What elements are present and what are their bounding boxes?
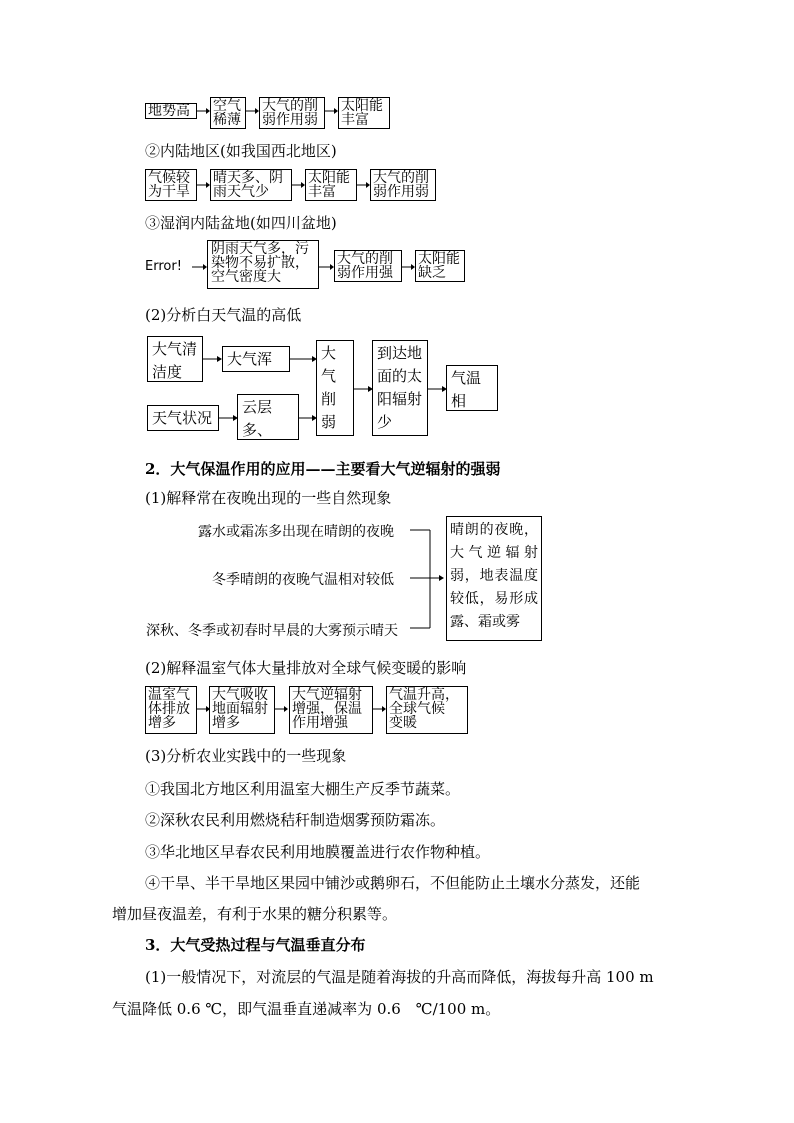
flow2-node-1: 气候较 为干旱 [145, 169, 197, 201]
agri-item-3: ③华北地区早春农民利用地膜覆盖进行农作物种植。 [145, 843, 491, 861]
flow3-node-1: 阴雨天气多，污 染物不易扩散， 空气密度大 [207, 240, 319, 289]
flow2-node-4: 大气的削 弱作用弱 [370, 169, 436, 201]
flow2-arrow-3 [357, 177, 371, 193]
section3-title: 3．大气受热过程与气温垂直分布 [145, 936, 366, 954]
flow4-node-c: 大气 削弱 [316, 340, 354, 436]
flow2-node-3: 太阳能 丰富 [305, 169, 357, 201]
flow4-node-b2: 云层多、 [237, 394, 299, 440]
flow3-node-3: 太阳能 缺乏 [415, 250, 465, 282]
flow4-node-d: 到达地 面的太 阳辐射 少 [372, 340, 428, 436]
flow6-node-4: 气温升高， 全球气候 变暖 [386, 686, 468, 734]
flow2-node-2: 晴天多、阴 雨天气少 [210, 169, 292, 201]
flow1-arrow-1 [197, 103, 211, 119]
flow6-arrow-3 [373, 701, 387, 717]
heading-agri: (3)分析农业实践中的一些现象 [145, 747, 347, 765]
flow3-node-2: 大气的削 弱作用强 [334, 250, 402, 282]
flow4-node-a2: 大气浑 [222, 346, 290, 372]
flow5-left-1: 露水或霜冻多出现在晴朗的夜晚 [198, 524, 394, 540]
section2-title: 2．大气保温作用的应用——主要看大气逆辐射的强弱 [145, 460, 501, 478]
flow4-arrow-c [354, 381, 374, 397]
agri-item-2: ②深秋农民利用燃烧秸秆制造烟雾预防霜冻。 [145, 811, 446, 829]
flow3-arrow-2 [319, 259, 335, 275]
flow1-node-3: 大气的削 弱作用弱 [259, 97, 325, 129]
heading-inland: ②内陆地区(如我国西北地区) [145, 142, 337, 160]
flow6-node-1: 温室气 体排放 增多 [145, 686, 197, 734]
flow5-left-2: 冬季晴朗的夜晚气温相对较低 [212, 572, 394, 588]
flow1-arrow-2 [246, 103, 260, 119]
flow4-arrow-d [428, 381, 448, 397]
flow6-node-2: 大气吸收 地面辐射 增多 [209, 686, 275, 734]
flow3-arrow-3 [402, 259, 416, 275]
section3-p1-line1: (1)一般情况下，对流层的气温是随着海拔的升高而降低，海拔每升高 100 m [145, 968, 654, 986]
flow5-result: 晴朗的夜晚，大气逆辐射弱，地表温度较低，易形成露、霜或雾 [446, 516, 542, 641]
agri-item-1: ①我国北方地区利用温室大棚生产反季节蔬菜。 [145, 780, 461, 798]
agri-item-4-line1: ④干旱、半干旱地区果园中铺沙或鹅卵石，不但能防止土壤水分蒸发，还能 [145, 874, 641, 892]
flow5-bracket [410, 520, 446, 640]
flow4-node-a1: 大气清 洁度 [147, 336, 203, 382]
flow4-arrow-b [219, 410, 239, 426]
flow1-arrow-3 [325, 103, 339, 119]
flow4-node-e: 气温相 [446, 365, 498, 411]
agri-item-4-line2: 增加昼夜温差，有利于水果的糖分积累等。 [112, 905, 398, 923]
flow1-node-1: 地势高 [145, 103, 197, 119]
flow1-node-4: 太阳能 丰富 [338, 97, 390, 129]
flow4-arrow-a2 [290, 351, 318, 367]
flow6-arrow-2 [275, 701, 289, 717]
heading-basin: ③湿润内陆盆地(如四川盆地) [145, 214, 337, 232]
heading-night: (1)解释常在夜晚出现的一些自然现象 [145, 489, 392, 507]
flow6-node-3: 大气逆辐射 增强，保温 作用增强 [289, 686, 373, 734]
flow2-arrow-2 [292, 177, 306, 193]
flow3-arrow-1 [192, 259, 208, 275]
flow4-arrow-a [203, 351, 223, 367]
flow5-left-3: 深秋、冬季或初春时早晨的大雾预示晴天 [146, 623, 398, 639]
error-text: Error! [145, 259, 182, 274]
section3-p1-line2: 气温降低 0.6 ℃，即气温垂直递减率为 0.6 ℃/100 m。 [112, 1000, 501, 1018]
flow2-arrow-1 [197, 177, 211, 193]
flow1-node-2: 空气 稀薄 [210, 97, 246, 129]
flow4-node-b1: 天气状况 [147, 405, 219, 431]
heading-greenhouse: (2)解释温室气体大量排放对全球气候变暖的影响 [145, 659, 467, 677]
heading-daytemp: (2)分析白天气温的高低 [145, 306, 302, 324]
